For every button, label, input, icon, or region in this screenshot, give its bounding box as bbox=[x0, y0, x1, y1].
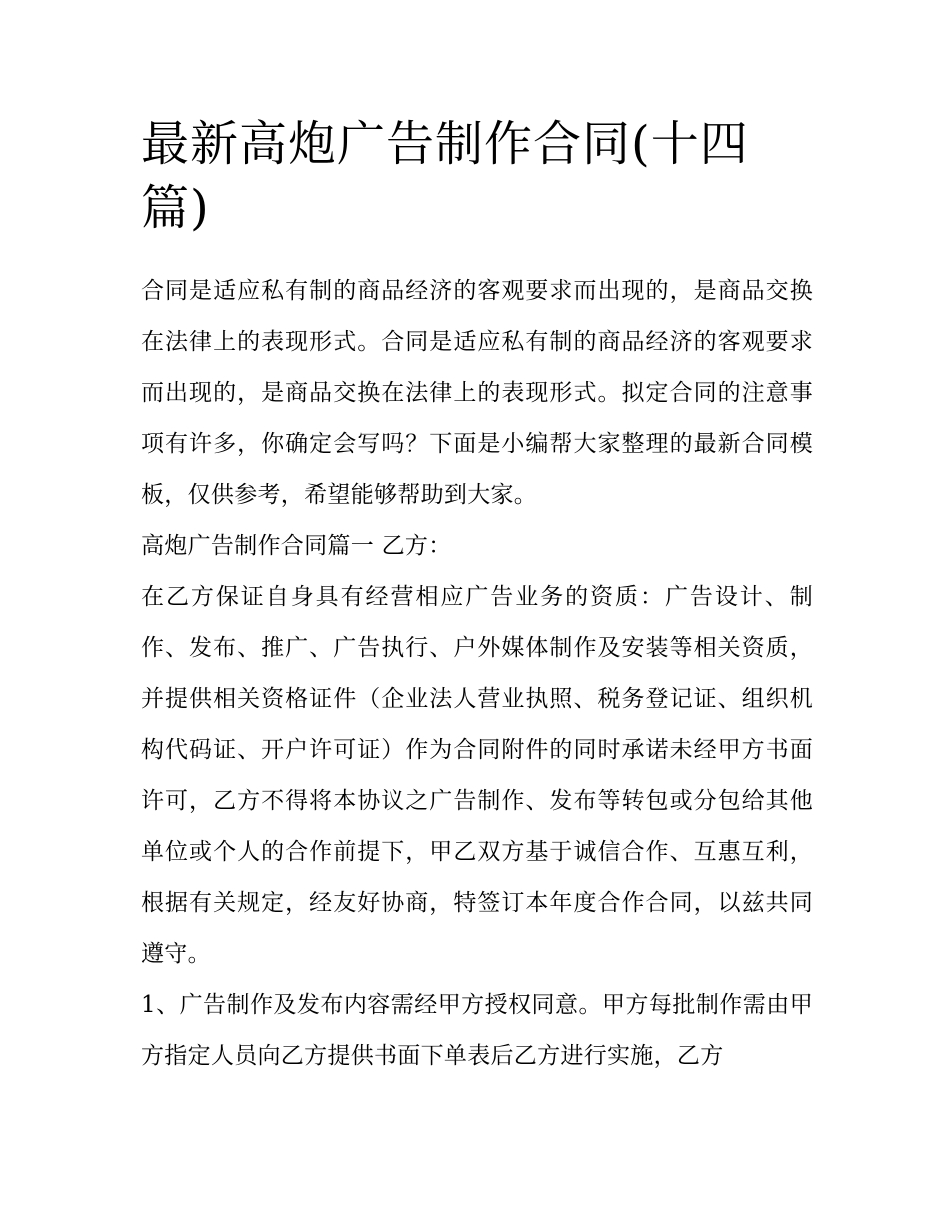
document-title: 最新高炮广告制作合同(十四篇) bbox=[141, 116, 749, 236]
clause-1-paragraph: 1、广告制作及发布内容需经甲方授权同意。甲方每批制作需由甲方指定人员向乙方提供书面下单表后乙方进行实施，乙方 bbox=[141, 992, 813, 1069]
preamble-paragraph: 在乙方保证自身具有经营相应广告业务的资质：广告设计、制作、发布、推广、广告执行、户外媒体制作及安装等相关资质，并提供相关资格证件（企业法人营业执照、税务登记证、组织机构代码证、开户许可证）作为合同附件的同时承诺未经甲方书面许可，乙方不得将本协议之广告制作、发布等转包或分包给其他单位或个人的合作前提下，甲乙双方基于诚信合作、互惠互利，根据有关规定，经友好协商，特签订本年度合作合同，以兹共同遵守。 bbox=[141, 584, 813, 967]
document-page bbox=[141, 112, 813, 1082]
intro-paragraph: 合同是适应私有制的商品经济的客观要求而出现的，是商品交换在法律上的表现形式。合同是适应私有制的商品经济的客观要求而出现的，是商品交换在法律上的表现形式。拟定合同的注意事项有许多，你确定会写吗？下面是小编帮大家整理的最新合同模板，仅供参考，希望能够帮助到大家。 bbox=[141, 278, 813, 508]
section-heading: 高炮广告制作合同篇一 乙方： bbox=[141, 533, 452, 559]
